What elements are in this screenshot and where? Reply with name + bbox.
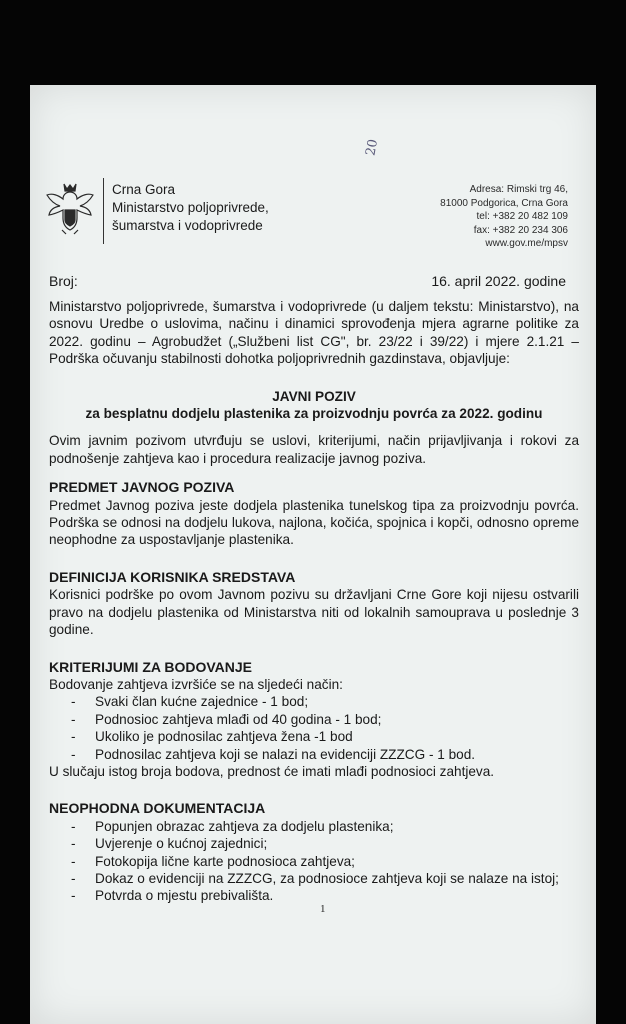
section-heading-dokumentacija: NEOPHODNA DOKUMENTACIJA <box>49 800 266 817</box>
documents-list <box>49 818 579 905</box>
list-item: - Uvjerenje o kućnoj zajednici; <box>71 835 579 852</box>
fax-line: fax: +382 20 234 306 <box>473 224 568 236</box>
org-line: Crna Gora <box>112 182 176 197</box>
criteria-list <box>49 693 579 763</box>
org-line: Ministarstvo poljoprivrede, <box>112 200 269 215</box>
list-item: - Fotokopija lične karte podnosioca zahtjeva; <box>71 853 579 870</box>
handwritten-note: 20 <box>363 138 382 157</box>
address-line: Adresa: Rimski trg 46, <box>469 184 568 195</box>
list-item: - Potvrda o mjestu prebivališta. <box>71 887 579 904</box>
reference-number-label: Broj: <box>49 273 78 289</box>
organization-name <box>112 181 269 235</box>
section-heading-predmet: PREDMET JAVNOG POZIVA <box>49 479 235 496</box>
document-body <box>49 298 579 905</box>
criteria-note: U slučaju istog broja bodova, prednost će imati mlađi podnosioci zahtjeva. <box>49 763 495 779</box>
header-divider <box>103 178 104 244</box>
list-item: - Ukoliko je podnosilac zahtjeva žena -1 bod <box>71 728 579 745</box>
section-intro-kriterijumi: Bodovanje zahtjeva izvršiće se na sljedeći način: <box>49 676 343 692</box>
intro-paragraph: Ministarstvo poljoprivrede, šumarstva i vodoprivrede (u daljem tekstu: Ministarstvo), na osnovu Uredbe o uslovima, načinu i dinamici sprovođenja mjera agrarne politike za 2022. godinu – Agrobudžet („Službeni list CG", br. 23/22 i 39/22) i mjere 2.1.21 – Podrška očuvanju stabilnosti dohotka poljoprivrednih gazdinstava, objavljuje: <box>49 299 579 367</box>
list-item: - Svaki član kućne zajednice - 1 bod; <box>71 693 579 710</box>
page-number: 1 <box>320 903 326 915</box>
address-block <box>440 183 568 251</box>
list-item: - Popunjen obrazac zahtjeva za dodjelu plastenika; <box>71 818 579 835</box>
list-item: - Podnosioc zahtjeva mlađi od 40 godina - 1 bod; <box>71 711 579 728</box>
document-subtitle: za besplatnu dodjelu plastenika za proizvodnju povrća za 2022. godinu <box>85 406 543 422</box>
org-line: šumarstva i vodoprivrede <box>112 218 263 233</box>
list-item: - Podnosilac zahtjeva koji se nalazi na evidenciji ZZZCG - 1 bod. <box>71 746 579 763</box>
document-page <box>30 85 596 1024</box>
lead-paragraph: Ovim javnim pozivom utvrđuju se uslovi, kriterijumi, način prijavljivanja i rokovi za podnošenje zahtjeva kao i procedura realizacije javnog poziva. <box>49 433 579 466</box>
section-heading-definicija: DEFINICIJA KORISNIKA SREDSTAVA <box>49 568 296 585</box>
address-line: 81000 Podgorica, Crna Gora <box>440 197 568 209</box>
document-title: JAVNI POZIV <box>272 388 356 404</box>
phone-line: tel: +382 20 482 109 <box>476 211 568 223</box>
list-item: - Dokaz o evidenciji na ZZZCG, za podnosioce zahtjeva koji se nalaze na istoj; <box>71 870 579 887</box>
document-date: 16. april 2022. godine <box>431 273 566 289</box>
website-line: www.gov.me/mpsv <box>485 238 568 250</box>
section-heading-kriterijumi: KRITERIJUMI ZA BODOVANJE <box>49 658 253 675</box>
section-text-predmet: Predmet Javnog poziva jeste dodjela plastenika tunelskog tipa za proizvodnju povrća. Podrška se odnosi na dodjelu lukova, najlona, kočića, spojnica i kopči, odnosno opreme neophodne za uspostavljanje plastenika. <box>49 497 579 548</box>
coat-of-arms-icon <box>44 180 96 236</box>
section-text-definicija: Korisnici podrške po ovom Javnom pozivu su državljani Crne Gore koji nijesu ostvarili pravo na dodjelu plastenika od Ministarstva niti od lokalnih samouprava u poslednje 3 godine. <box>49 587 579 638</box>
